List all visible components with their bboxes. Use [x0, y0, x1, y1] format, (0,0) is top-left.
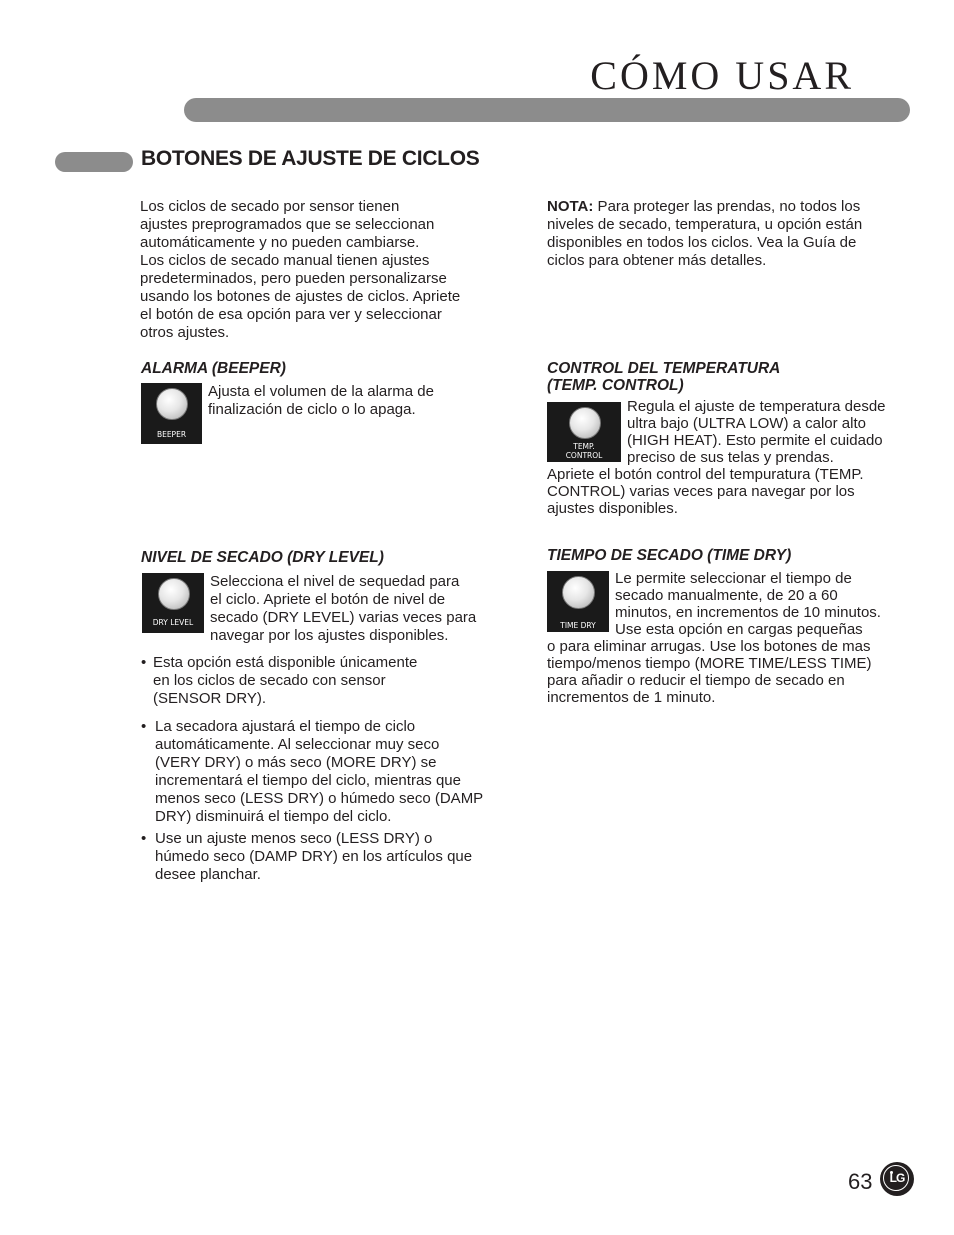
time-dry-line: secado manualmente, de 20 a 60 [615, 587, 838, 604]
temp-control-heading-line: (TEMP. CONTROL) [547, 377, 684, 394]
temp-control-button-image [547, 402, 621, 462]
bullet-line: DRY) disminuirá el tiempo del ciclo. [155, 808, 392, 825]
temp-control-line: Apriete el botón control del tempuratura (TEMP. [547, 466, 864, 483]
time-dry-description [615, 570, 915, 638]
temp-control-continued [547, 466, 907, 517]
time-dry-line: incrementos de 1 minuto. [547, 689, 716, 706]
beeper-heading: ALARMA (BEEPER) [141, 360, 286, 377]
bullet-line: húmedo seco (DAMP DRY) en los artículos que [155, 848, 473, 865]
bullet-line: • La secadora ajustará el tiempo de ciclo [155, 718, 416, 735]
logo-text: LG [889, 1171, 905, 1185]
intro-line: Los ciclos de secado manual tienen ajustes [140, 252, 430, 269]
section-title: BOTONES DE AJUSTE DE CICLOS [141, 147, 480, 170]
temp-control-heading [547, 360, 780, 394]
note-label: NOTA: [547, 198, 594, 215]
intro-line: predeterminados, pero pueden personalizarse [140, 270, 447, 287]
button-knob-icon [562, 576, 595, 609]
list-item [141, 830, 506, 884]
beeper-line: finalización de ciclo o lo apaga. [208, 401, 416, 418]
intro-line: usando los botones de ajustes de ciclos. Apriete [140, 288, 461, 305]
dry-level-button-image [142, 573, 204, 633]
bullet-line: en los ciclos de secado con sensor [153, 672, 386, 689]
beeper-line: Ajusta el volumen de la alarma de [208, 383, 434, 400]
time-dry-line: o para eliminar arrugas. Use los botones de mas [547, 638, 871, 655]
note-line: ciclos para obtener más detalles. [547, 252, 767, 269]
intro-line: ajustes preprogramados que se seleccionan [140, 216, 435, 233]
temp-control-label-line: CONTROL [565, 451, 603, 460]
temp-control-heading-line: CONTROL DEL TEMPERATURA [547, 360, 781, 377]
beeper-description [208, 383, 498, 419]
chapter-title: CÓMO USAR [590, 53, 854, 98]
intro-line: Los ciclos de secado por sensor tienen [140, 198, 400, 215]
dry-level-bullets [141, 654, 506, 893]
note-first-line [547, 198, 907, 216]
section-pill [55, 152, 133, 172]
bullet-line: desee planchar. [155, 866, 261, 883]
temp-control-line: Regula el ajuste de temperatura desde [627, 398, 886, 415]
time-dry-line: minutos, en incrementos de 10 minutos. [615, 604, 881, 621]
bullet-line: automáticamente. Al seleccionar muy seco [155, 736, 440, 753]
intro-line: automáticamente y no pueden cambiarse. [140, 234, 420, 251]
button-knob-icon [569, 407, 601, 439]
dry-level-description [210, 573, 500, 645]
note-line: niveles de secado, temperatura, u opción están [547, 216, 863, 233]
button-knob-icon [156, 388, 188, 420]
temp-control-line: (HIGH HEAT). Esto permite el cuidado [627, 432, 883, 449]
time-dry-line: Use esta opción en cargas pequeñas [615, 621, 863, 638]
dry-level-line: Selecciona el nivel de sequedad para [210, 573, 460, 590]
dry-level-button-label: DRY LEVEL [152, 618, 194, 627]
header-bar [184, 98, 910, 122]
bullet-line: menos seco (LESS DRY) o húmedo seco (DAMP [155, 790, 484, 807]
beeper-button-image [141, 383, 202, 444]
list-item [141, 654, 506, 708]
time-dry-button-label: TIME DRY [560, 621, 596, 630]
time-dry-line: Le permite seleccionar el tiempo de [615, 570, 852, 587]
note-text: Para proteger las prendas, no todos los [593, 198, 861, 215]
list-item [141, 718, 506, 826]
dry-level-line: secado (DRY LEVEL) varias veces para [210, 609, 477, 626]
bullet-line: (VERY DRY) o más seco (MORE DRY) se [155, 754, 437, 771]
button-knob-icon [158, 578, 190, 610]
intro-paragraph [140, 198, 500, 342]
temp-control-line: ultra bajo (ULTRA LOW) a calor alto [627, 415, 866, 432]
page-number: 63 [848, 1169, 873, 1194]
time-dry-button-image [547, 571, 609, 632]
temp-control-description [627, 398, 917, 466]
dry-level-line: el ciclo. Apriete el botón de nivel de [210, 591, 446, 608]
temp-control-line: ajustes disponibles. [547, 500, 678, 517]
bullet-line: (SENSOR DRY). [153, 690, 267, 707]
time-dry-continued [547, 638, 907, 706]
time-dry-heading: TIEMPO DE SECADO (TIME DRY) [547, 547, 792, 564]
dry-level-heading: NIVEL DE SECADO (DRY LEVEL) [141, 549, 384, 566]
intro-line: el botón de esa opción para ver y seleccionar [140, 306, 442, 323]
note-line: disponibles en todos los ciclos. Vea la Guía de [547, 234, 857, 251]
temp-control-line: CONTROL) varias veces para navegar por los [547, 483, 855, 500]
bullet-line: incrementará el tiempo del ciclo, mientras que [155, 772, 461, 789]
temp-control-line: preciso de sus telas y prendas. [627, 449, 834, 466]
temp-control-label-line: TEMP. [573, 442, 595, 451]
dry-level-line: navegar por los ajustes disponibles. [210, 627, 449, 644]
lg-logo-icon [880, 1162, 914, 1196]
time-dry-line: para añadir o reducir el tiempo de secado en [547, 672, 845, 689]
intro-line: otros ajustes. [140, 324, 230, 341]
bullet-line: • Esta opción está disponible únicamente [153, 654, 418, 671]
time-dry-line: tiempo/menos tiempo (MORE TIME/LESS TIME) [547, 655, 872, 672]
temp-control-button-label [547, 442, 621, 460]
bullet-line: • Use un ajuste menos seco (LESS DRY) o [155, 830, 433, 847]
beeper-button-label: BEEPER [156, 430, 187, 439]
note-paragraph [547, 198, 907, 270]
